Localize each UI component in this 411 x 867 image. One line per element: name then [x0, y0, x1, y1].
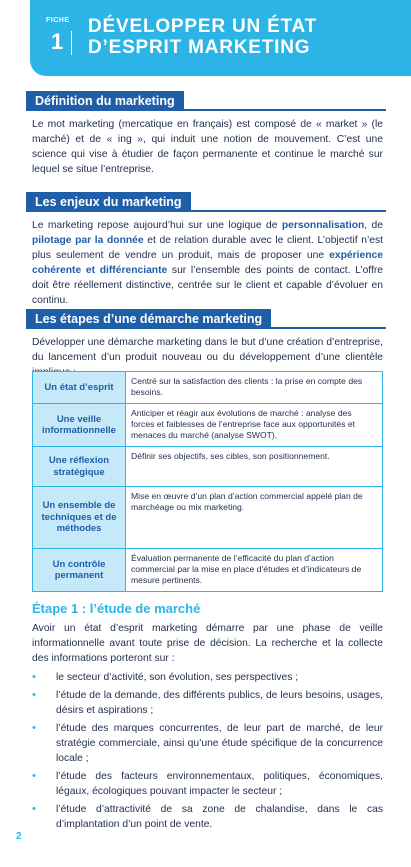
fiche-label: FICHE — [46, 17, 70, 24]
bullet-icon: • — [32, 803, 36, 815]
fiche-header-banner — [30, 0, 411, 76]
table-row — [33, 548, 382, 591]
table-row — [33, 486, 382, 548]
enjeux-text-1: Le marketing repose aujourd’hui sur une logique de — [32, 220, 282, 231]
enjeux-text-4: sur l’ensemble des points de contact. L’offre doit être réellement distinctive, centrée sur le client et capable d’évoluer en continu. — [32, 265, 383, 306]
section-heading-etapes: Les étapes d’une démarche marketing — [26, 309, 271, 329]
enjeux-text-3: et de relation durable avec le client. L’objectif n’est plus seulement de vendre un produit, mais de proposer une — [32, 235, 383, 261]
definition-paragraph: Le mot marketing (mercatique en français) est composé de « market » (le marché) et de « ing », qui induit une notion de mouvement. C’est une science qui vise à étudier de façon permanente et continue le marché sur lequel se situe l’entreprise. — [32, 119, 383, 175]
list-item-text: le secteur d’activité, son évolution, ses perspectives ; — [56, 672, 299, 683]
table-row-label: Un état d’esprit — [33, 372, 125, 403]
fiche-number: 1 — [51, 29, 64, 54]
table-row-description: Mise en œuvre d’un plan d’action commercial appelé plan de marchéage ou mix marketing. — [125, 487, 382, 548]
list-item-text: l’étude des facteurs environnementaux, politiques, économiques, légaux, écologiques pouvant impacter le secteur ; — [56, 771, 383, 797]
enjeux-highlight-pilotage: pilotage par la donnée — [32, 235, 144, 246]
section-heading-definition: Définition du marketing — [26, 91, 184, 111]
table-row-description: Évaluation permanente de l’efficacité du plan d’action commercial par la mise en place d’études et d’indicateurs de mesure pertinents. — [125, 549, 382, 591]
list-item-text: l’étude des marques concurrentes, de leur part de marché, de leur stratégie commerciale, ainsi qu’une étude spécifique de la concurrence locale ; — [56, 723, 383, 764]
fiche-separator — [71, 31, 72, 55]
list-item — [32, 769, 383, 799]
etapes-table — [32, 371, 383, 592]
bullet-icon: • — [32, 689, 36, 701]
enjeux-paragraph — [32, 218, 383, 308]
list-item — [32, 802, 383, 832]
table-row-description: Centré sur la satisfaction des clients : la prise en compte des besoins. — [125, 372, 382, 403]
page-title-line-1: DÉVELOPPER UN ÉTAT — [88, 16, 318, 37]
bullet-icon: • — [32, 671, 36, 683]
table-row-label: Une veille informationnelle — [33, 404, 125, 446]
page-number: 2 — [16, 831, 22, 842]
table-row-label: Une réflexion stratégique — [33, 447, 125, 486]
table-row — [33, 403, 382, 446]
section-heading-enjeux: Les enjeux du marketing — [26, 192, 191, 212]
etape-1-intro: Avoir un état d’esprit marketing démarre par une phase de veille informationnelle avant toute prise de décision. La recherche et la collecte des informations porteront sur : — [32, 623, 383, 664]
list-item-text: l’étude d’attractivité de sa zone de chalandise, dans le cas d’implantation d’un point de vente. — [56, 804, 383, 830]
etape-1-bullet-list — [32, 670, 383, 835]
list-item-text: l’étude de la demande, des différents publics, de leurs besoins, usages, désirs et aspirations ; — [56, 690, 383, 716]
list-item — [32, 721, 383, 766]
table-row — [33, 372, 382, 403]
table-row-description: Anticiper et réagir aux évolutions de marché : analyse des forces et faiblesses de l’entreprise face aux opportunités et menaces du marché (analyse SWOT). — [125, 404, 382, 446]
table-row-description: Définir ses objectifs, ses cibles, son positionnement. — [125, 447, 382, 486]
enjeux-highlight-personnalisation: personnalisation — [281, 220, 365, 231]
table-row-label: Un ensemble de techniques et de méthodes — [33, 487, 125, 548]
table-row — [33, 446, 382, 486]
page-title — [88, 16, 388, 58]
etapes-intro: Développer une démarche marketing dans le but d’une création d’entreprise, du lancement d’un produit nouveau ou du développement d’une clientèle — [32, 337, 383, 363]
page-title-line-2: D’ESPRIT MARKETING — [88, 37, 311, 58]
bullet-icon: • — [32, 770, 36, 782]
list-item — [32, 688, 383, 718]
enjeux-highlight-experience: expérience cohérente et différenciante — [32, 250, 383, 276]
list-item — [32, 670, 383, 685]
table-row-label: Un contrôle permanent — [33, 549, 125, 591]
enjeux-text-2: , de — [364, 220, 383, 231]
bullet-icon: • — [32, 722, 36, 734]
etape-1-heading: Étape 1 : l’étude de marché — [32, 601, 201, 616]
